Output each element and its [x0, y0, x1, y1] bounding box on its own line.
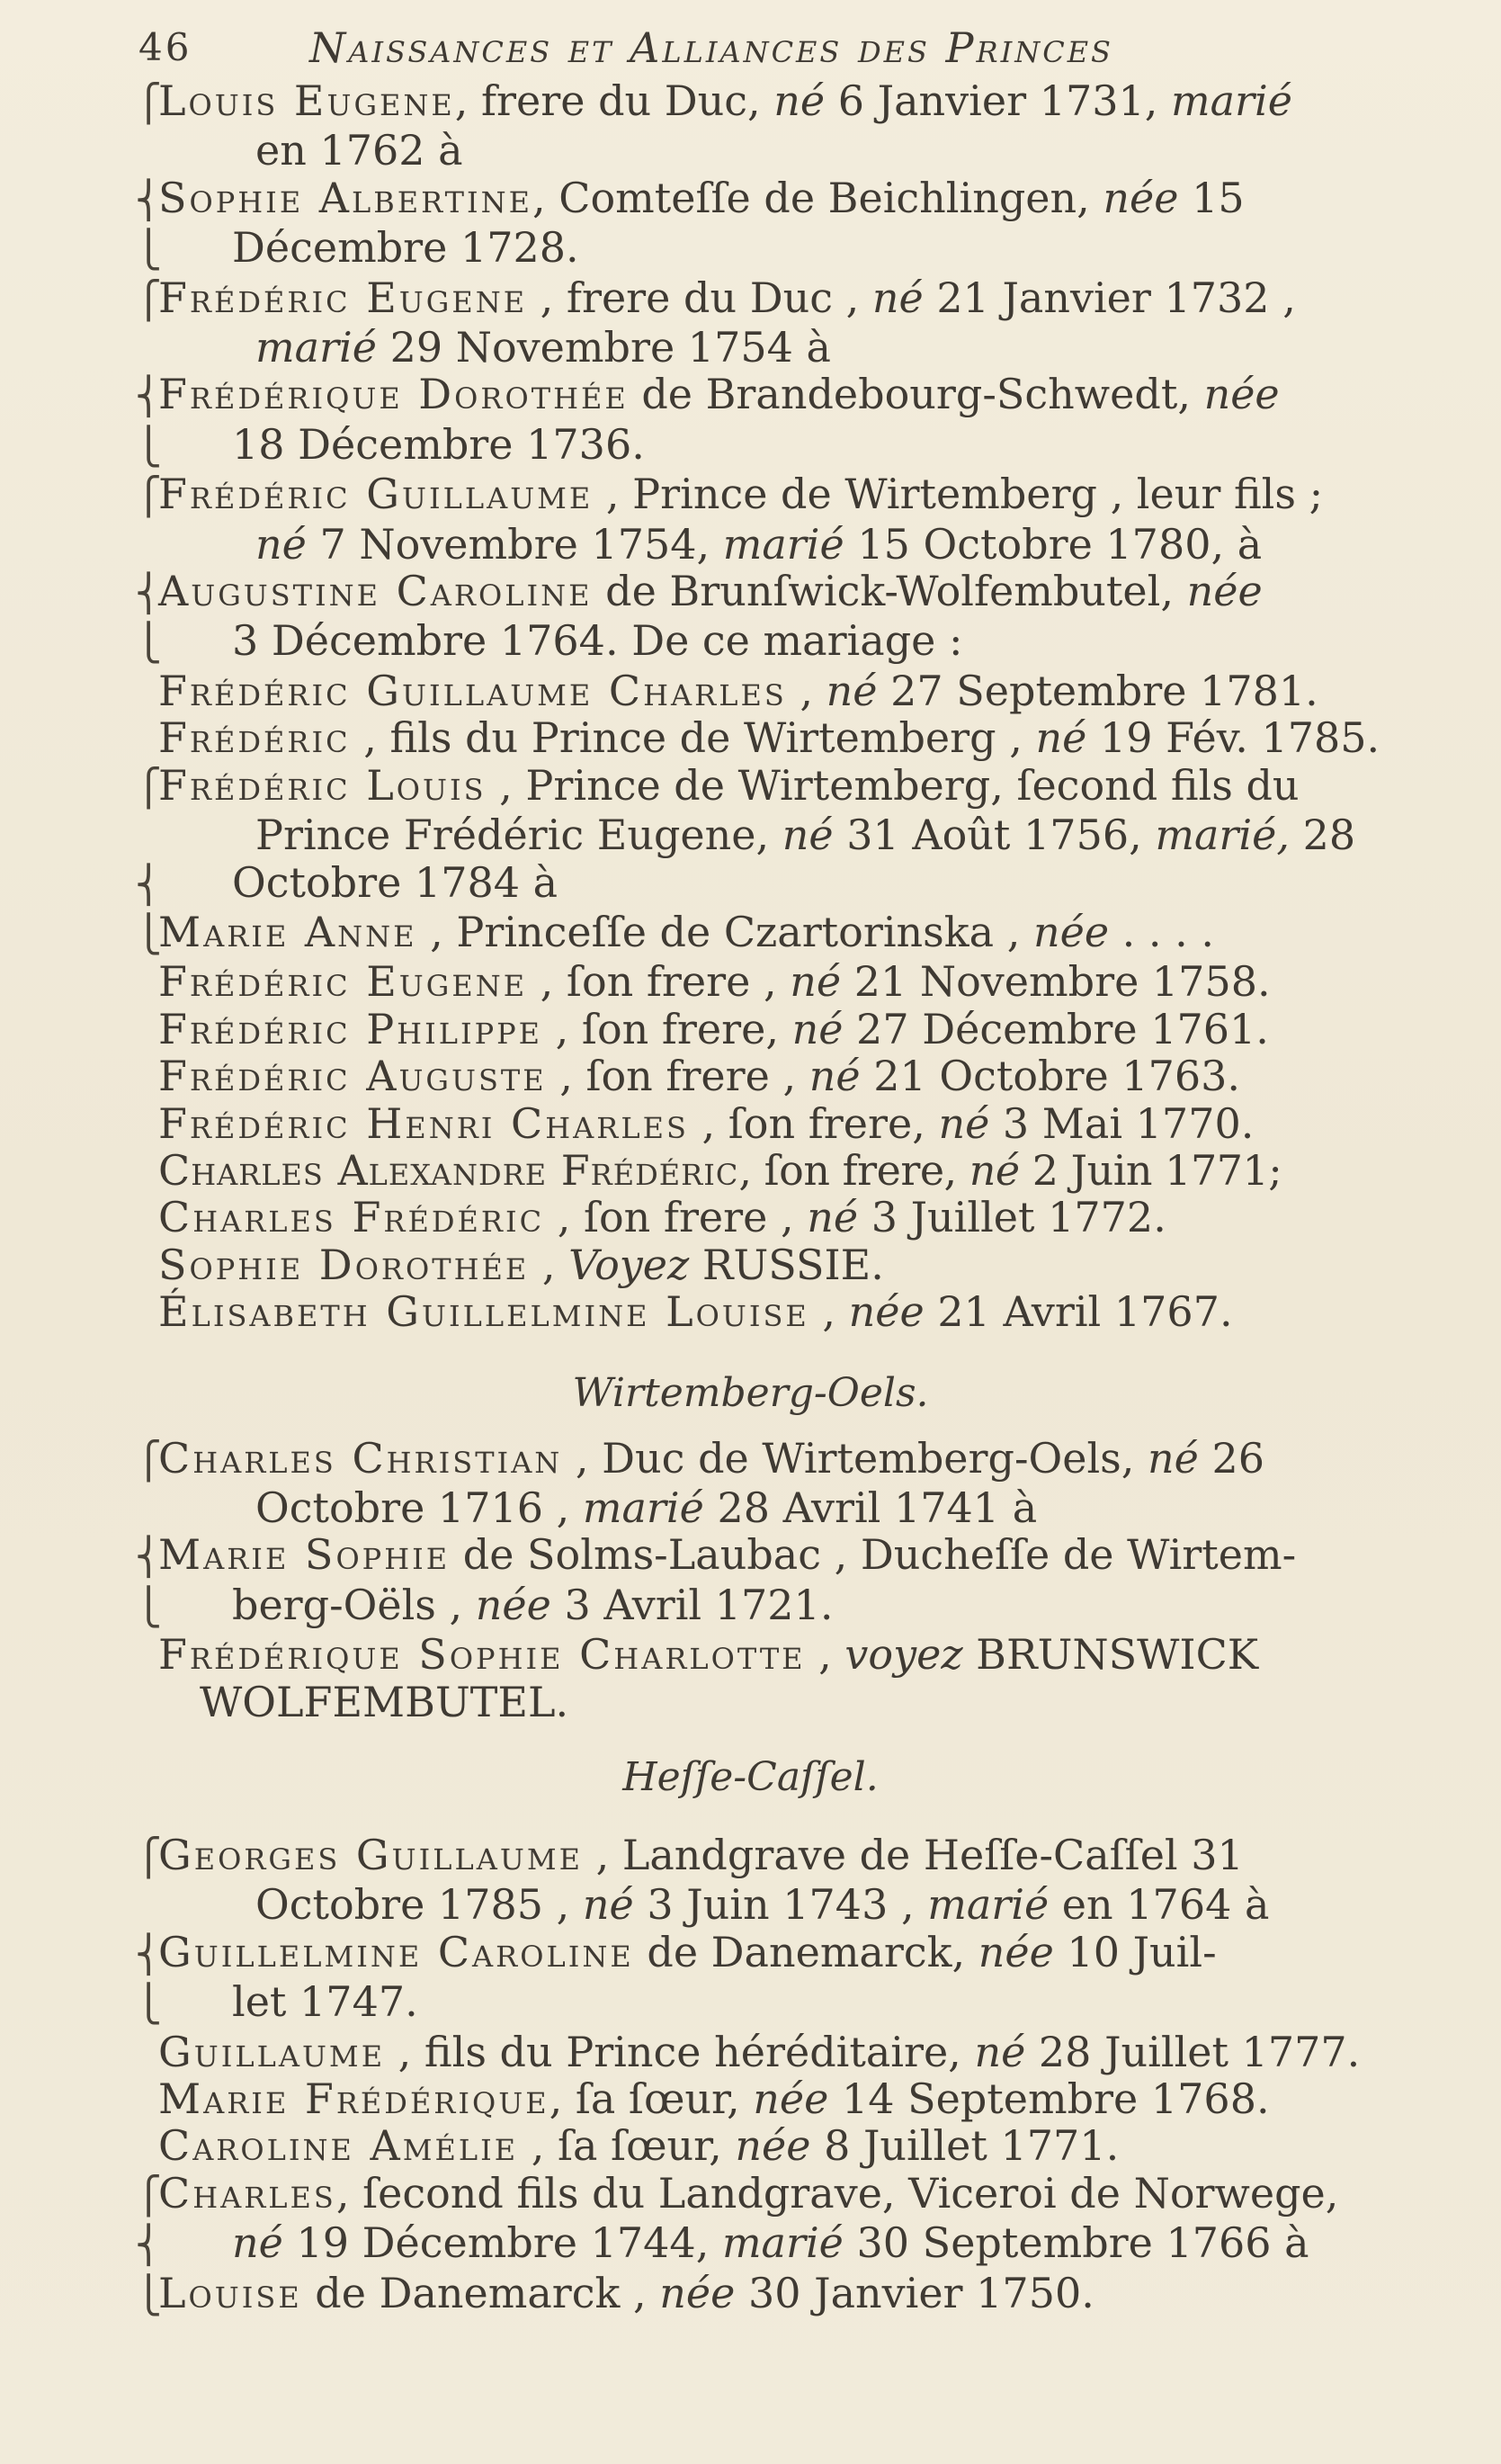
- person-name: Frédéric Eugene: [158, 957, 528, 1007]
- person-name: Marie Sophie: [158, 1530, 451, 1580]
- entry-text: 31 Août 1756,: [833, 811, 1156, 860]
- entry-line: [158, 714, 1451, 761]
- entry-text: , frere du Duc ,: [527, 273, 872, 322]
- entry-text: Octobre 1716 ,: [255, 1483, 583, 1532]
- person-name: Frédéric Eugene: [158, 273, 528, 322]
- entry-text: 14 Septembre 1768.: [828, 2074, 1270, 2124]
- entry-text: , Prince de Wirtemberg , leur fils ;: [593, 470, 1324, 519]
- entry-italic: marié: [721, 2218, 844, 2268]
- entry-line: [135, 617, 1451, 667]
- entry-line: [158, 1006, 1451, 1053]
- brace-glyph: ⎩: [135, 623, 162, 665]
- entry-text: 3 Mai 1770.: [989, 1098, 1255, 1148]
- entry-text: 29 Novembre 1754 à: [376, 323, 831, 372]
- entry-italic: voyez: [844, 1630, 963, 1680]
- entry-text: , ſon frere ,: [544, 1193, 808, 1242]
- person-name: Élisabeth Guillelmine Louise: [158, 1287, 809, 1337]
- entry-italic: marié: [1171, 76, 1292, 125]
- entry-line: [158, 1147, 1451, 1194]
- person-name: Sophie Dorothée: [158, 1240, 530, 1289]
- person-name: Louis Eugene: [158, 76, 455, 125]
- entry-text: , ſa ſœur,: [549, 2074, 754, 2124]
- entry-line: [158, 1053, 1451, 1099]
- brace-glyph: ⎨: [135, 1537, 162, 1579]
- entry-line: [158, 2122, 1451, 2169]
- entry-text: , Prince de Wirtemberg, ſecond fils du: [486, 760, 1300, 810]
- entry-italic: marié,: [1155, 811, 1290, 860]
- entry-italic: née: [475, 1580, 551, 1629]
- running-title: Naissances et Alliances des Princes: [309, 23, 1113, 72]
- entry-text: 28: [1289, 811, 1356, 860]
- entry-italic: né: [255, 519, 307, 569]
- entry-line: [135, 2270, 1451, 2319]
- brace-glyph: ⎧: [135, 476, 162, 518]
- entry-line: [135, 859, 1451, 909]
- entry-line: [158, 1100, 1451, 1147]
- entry-text: ,: [786, 666, 826, 715]
- entry-text: ,: [809, 1287, 849, 1337]
- entry-text: Octobre 1785 ,: [255, 1880, 583, 1930]
- person-name: Charles Alexandre Frédéric: [158, 1145, 739, 1195]
- entry-italic: née: [1103, 173, 1179, 222]
- entry-italic: né: [807, 1193, 859, 1242]
- entry-line: [135, 909, 1451, 958]
- person-name: Charles Christian: [158, 1433, 563, 1483]
- entry-text: Décembre 1728.: [232, 223, 579, 273]
- entry-text: , fils du Prince héréditaire,: [385, 2027, 975, 2076]
- entry-line: [135, 1435, 1451, 1484]
- person-name: Frédéric Guillaume Charles: [158, 666, 787, 715]
- entry-text: , ſon frere,: [542, 1004, 792, 1053]
- entry-text: 28 Juillet 1777.: [1025, 2027, 1361, 2076]
- entry-italic: née: [978, 1927, 1054, 1976]
- entry-line: [158, 324, 1451, 371]
- brace-glyph: ⎩: [135, 1984, 162, 2026]
- entry-text: , Duc de Wirtemberg-Oels,: [562, 1433, 1148, 1483]
- entry-text: , ſa ſœur,: [518, 2121, 736, 2171]
- brace-glyph: ⎧: [135, 83, 162, 124]
- entry-text: 19 Décembre 1744,: [282, 2218, 722, 2268]
- brace-glyph: ⎧: [135, 766, 162, 809]
- entry-line: [135, 470, 1451, 520]
- entry-line: [158, 1881, 1451, 1928]
- entry-line: [135, 762, 1451, 811]
- entry-italic: né: [871, 273, 924, 322]
- entry-italic: née: [735, 2121, 811, 2171]
- brace-glyph: ⎩: [135, 913, 162, 955]
- entry-italic: marié: [927, 1880, 1050, 1930]
- entry-italic: né: [232, 2218, 283, 2268]
- person-name: Frédérique Sophie Charlotte: [158, 1630, 806, 1680]
- entry-text: , Princeſſe de Czartorinska ,: [416, 907, 1033, 956]
- page-number: 46: [138, 25, 192, 69]
- entry-line: [135, 371, 1451, 420]
- entry-text: , fils du Prince de Wirtemberg ,: [350, 713, 1036, 763]
- brace-glyph: ⎧: [135, 1439, 162, 1482]
- entry-italic: né: [1035, 713, 1087, 763]
- entry-line: [135, 568, 1451, 617]
- entry-line: [135, 421, 1451, 470]
- entry-text: de Brunſwick-Wolfembutel,: [592, 567, 1187, 616]
- entry-text: 6 Janvier 1731,: [825, 76, 1172, 125]
- entry-text: 26: [1198, 1433, 1265, 1483]
- entry-italic: né: [582, 1880, 634, 1930]
- entry-text: de Danemarck,: [633, 1927, 978, 1976]
- entry-line: [158, 811, 1451, 858]
- entry-line: [135, 1978, 1451, 2028]
- entry-text: 27 Décembre 1761.: [843, 1004, 1269, 1053]
- entry-line: [135, 2219, 1451, 2269]
- person-name: Frédéric Guillaume: [158, 470, 594, 519]
- entry-text: 8 Juillet 1771.: [810, 2121, 1120, 2171]
- genealogy-entries: [135, 76, 1451, 2319]
- entry-text: ,: [529, 1240, 569, 1289]
- page-header: [138, 22, 1451, 74]
- person-name: Guillelmine Caroline: [158, 1927, 634, 1976]
- brace-glyph: ⎩: [135, 229, 162, 272]
- entry-line: [158, 521, 1451, 568]
- cross-reference: RUSSIE.: [689, 1240, 884, 1289]
- person-name: Frédéric Auguste: [158, 1052, 547, 1101]
- entry-text: , frere du Duc,: [454, 76, 774, 125]
- entry-text: 18 Décembre 1736.: [232, 419, 645, 469]
- entry-line: [135, 224, 1451, 273]
- entry-italic: Voyez: [568, 1240, 690, 1289]
- entry-text: 3 Juillet 1772.: [858, 1193, 1166, 1242]
- brace-glyph: ⎨: [135, 376, 162, 418]
- entry-line: [158, 1194, 1451, 1241]
- entry-line: [135, 175, 1451, 224]
- entry-text: . . . .: [1109, 907, 1215, 956]
- entry-italic: né: [809, 1052, 861, 1101]
- brace-glyph: ⎧: [135, 2174, 162, 2217]
- entry-line: [135, 77, 1451, 127]
- person-name: Guillaume: [158, 2027, 386, 2076]
- entry-text: 3 Décembre 1764. De ce mariage :: [232, 616, 963, 666]
- entry-text: , ſon frere,: [738, 1145, 969, 1195]
- brace-glyph: ⎨: [135, 573, 162, 615]
- entry-text: en 1762 à: [255, 126, 463, 175]
- entry-line: [158, 1288, 1451, 1335]
- brace-glyph: ⎩: [135, 1586, 162, 1628]
- entry-line: [158, 1679, 1451, 1725]
- entry-text: 3 Avril 1721.: [550, 1580, 834, 1629]
- brace-glyph: ⎧: [135, 279, 162, 321]
- entry-italic: né: [826, 666, 878, 715]
- entry-text: Octobre 1784 à: [232, 857, 558, 907]
- entry-text: 30 Janvier 1750.: [735, 2268, 1094, 2317]
- entry-italic: né: [782, 811, 834, 860]
- person-name: Frédéric Henri Charles: [158, 1098, 689, 1148]
- entry-line: [158, 127, 1451, 174]
- entry-text: 19 Fév. 1785.: [1086, 713, 1380, 763]
- entry-italic: née: [659, 2268, 736, 2317]
- entry-italic: née: [753, 2074, 829, 2124]
- entry-italic: né: [790, 957, 842, 1007]
- entry-italic: née: [848, 1287, 925, 1337]
- entry-line: [158, 2029, 1451, 2075]
- entry-line: [135, 1929, 1451, 1978]
- entry-italic: né: [938, 1098, 990, 1148]
- entry-text: 21 Octobre 1763.: [860, 1052, 1240, 1101]
- entry-line: [158, 1241, 1451, 1288]
- person-name: Frédérique Dorothée: [158, 370, 629, 419]
- entry-text: de Brandebourg-Schwedt,: [628, 370, 1204, 419]
- person-name: Charles Frédéric: [158, 1193, 545, 1242]
- entry-line: [135, 1531, 1451, 1581]
- entry-text: Prince Frédéric Eugene,: [255, 811, 782, 860]
- entry-text: , ſon frere,: [688, 1098, 939, 1148]
- person-name: Caroline Amélie: [158, 2121, 519, 2171]
- brace-glyph: ⎩: [135, 2274, 162, 2316]
- entry-text: , ſon frere ,: [527, 957, 791, 1007]
- person-name: Frédéric: [158, 713, 351, 763]
- entry-text: 30 Septembre 1766 à: [843, 2218, 1309, 2268]
- entry-line: [135, 2170, 1451, 2219]
- entry-text: , ſecond fils du Landgrave, Viceroi de Norwege,: [335, 2168, 1339, 2218]
- entry-text: 27 Septembre 1781.: [877, 666, 1318, 715]
- entry-text: 28 Avril 1741 à: [703, 1483, 1038, 1532]
- brace-glyph: ⎧: [135, 1837, 162, 1878]
- entry-italic: né: [1148, 1433, 1199, 1483]
- entry-italic: né: [791, 1004, 844, 1053]
- section-heading: Heſſe-Caſſel.: [622, 1754, 879, 1800]
- entry-text: 15: [1178, 173, 1245, 222]
- entry-line: [158, 668, 1451, 714]
- entry-italic: né: [969, 1145, 1020, 1195]
- entry-text: , ſon frere ,: [546, 1052, 809, 1101]
- entry-line: [158, 958, 1451, 1005]
- entry-text: 21 Novembre 1758.: [841, 957, 1271, 1007]
- entry-text: berg-Oëls ,: [232, 1580, 476, 1629]
- entry-text: 2 Juin 1771;: [1019, 1145, 1282, 1195]
- entry-italic: née: [1203, 370, 1280, 419]
- entry-text: de Solms-Laubac , Ducheſſe de Wirtem-: [450, 1530, 1297, 1580]
- entry-text: 3 Juin 1743 ,: [633, 1880, 928, 1930]
- person-name: Charles: [158, 2168, 336, 2218]
- entry-text: ,: [805, 1630, 845, 1680]
- cross-reference: WOLFEMBUTEL.: [200, 1677, 569, 1726]
- entry-text: 10 Juil-: [1053, 1927, 1217, 1976]
- person-name: Marie Frédérique: [158, 2074, 549, 2124]
- brace-glyph: ⎨: [135, 2225, 162, 2267]
- entry-text: , Comteſſe de Beichlingen,: [532, 173, 1103, 222]
- entry-text: en 1764 à: [1049, 1880, 1270, 1930]
- entry-italic: marié: [722, 519, 844, 569]
- entry-italic: marié: [582, 1483, 704, 1532]
- entry-text: 7 Novembre 1754,: [306, 519, 723, 569]
- brace-glyph: ⎨: [135, 179, 162, 221]
- section-heading: Wirtemberg-Oels.: [572, 1369, 929, 1416]
- person-name: Frédéric Philippe: [158, 1004, 543, 1053]
- entry-text: , Landgrave de Heſſe-Caſſel 31: [582, 1831, 1244, 1879]
- entry-italic: né: [773, 76, 826, 125]
- brace-glyph: ⎩: [135, 426, 162, 468]
- entry-italic: née: [1032, 907, 1110, 956]
- cross-reference: BRUNSWICK: [962, 1630, 1259, 1680]
- entry-text: 21 Avril 1767.: [924, 1287, 1233, 1337]
- person-name: Frédéric Louis: [158, 760, 487, 810]
- entry-line: [135, 1832, 1451, 1881]
- entry-line: [135, 274, 1451, 324]
- entry-line: [158, 2075, 1451, 2122]
- entry-text: de Danemarck ,: [301, 2268, 660, 2317]
- entry-text: let 1747.: [232, 1977, 418, 2027]
- entry-text: 15 Octobre 1780, à: [844, 519, 1263, 569]
- brace-glyph: ⎨: [135, 1933, 162, 1976]
- entry-text: 21 Janvier 1732 ,: [923, 273, 1296, 322]
- entry-line: [158, 1631, 1451, 1678]
- entry-line: [158, 1484, 1451, 1531]
- brace-glyph: ⎨: [135, 864, 162, 906]
- entry-italic: né: [974, 2027, 1026, 2076]
- entry-italic: née: [1186, 567, 1263, 616]
- entry-italic: marié: [255, 323, 377, 372]
- person-name: Georges Guillaume: [158, 1831, 583, 1879]
- person-name: Louise: [158, 2268, 302, 2317]
- entry-line: [135, 1581, 1451, 1631]
- person-name: Sophie Albertine: [158, 173, 533, 222]
- person-name: Augustine Caroline: [158, 567, 593, 616]
- person-name: Marie Anne: [158, 907, 417, 956]
